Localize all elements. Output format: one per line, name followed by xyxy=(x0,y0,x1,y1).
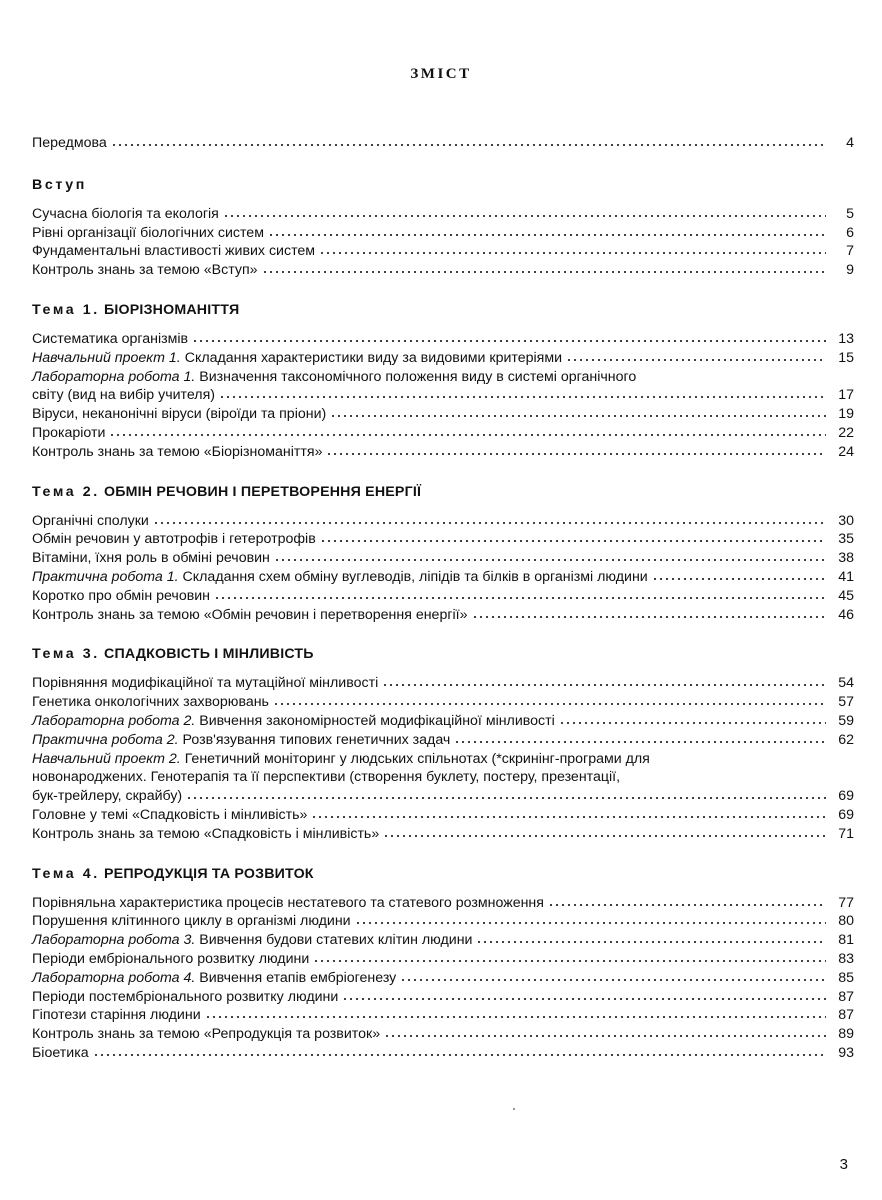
toc-entry[interactable] xyxy=(32,969,854,988)
dot-leader xyxy=(652,577,826,581)
entry-page: 22 xyxy=(838,424,854,441)
dot-leader xyxy=(111,143,826,147)
dot-leader xyxy=(566,358,826,362)
entry-page: 45 xyxy=(838,587,854,604)
toc-entry[interactable] xyxy=(32,712,854,731)
section-heading-topic-1 xyxy=(32,302,854,318)
entry-page: 57 xyxy=(838,694,854,711)
toc-entry[interactable] xyxy=(32,330,854,349)
entry-title: Вивчення будови статевих клітин людини xyxy=(199,932,473,949)
dot-leader xyxy=(342,997,826,1001)
entry-type-label: Лабораторна робота 3. xyxy=(32,932,196,949)
entry-page: 80 xyxy=(838,913,854,930)
entry-title: Періоди постембріонального розвитку людини xyxy=(32,988,339,1005)
entry-page: 41 xyxy=(838,568,854,585)
dot-leader xyxy=(472,615,827,619)
section-heading-title: ОБМІН РЕЧОВИН І ПЕРЕТВОРЕННЯ ЕНЕРГІЇ xyxy=(104,483,422,500)
toc-entry[interactable] xyxy=(32,1044,854,1063)
entry-title: Головне у темі «Спадковість і мінливість» xyxy=(32,806,308,823)
toc-entry[interactable] xyxy=(32,224,854,243)
entry-title: Контроль знань за темою «Обмін речовин і перетворення енергії» xyxy=(32,606,468,623)
entry-page: 87 xyxy=(838,988,854,1005)
entry-page: 62 xyxy=(838,731,854,748)
entry-page: 85 xyxy=(838,969,854,986)
entry-page: 69 xyxy=(838,788,854,805)
dot-leader xyxy=(214,596,826,600)
entry-title: Контроль знань за темою «Репродукція та розвиток» xyxy=(32,1026,381,1043)
entry-title: Періоди ембріонального розвитку людини xyxy=(32,950,310,967)
dot-leader xyxy=(548,903,826,907)
entry-page: 15 xyxy=(838,349,854,366)
page-title: ЗМІСТ xyxy=(410,66,472,82)
entry-page: 81 xyxy=(838,932,854,949)
section-heading-intro xyxy=(32,177,854,193)
toc-entry[interactable] xyxy=(32,443,854,462)
page-number: 3 xyxy=(839,1156,848,1173)
entry-page: 59 xyxy=(838,712,854,729)
dot-leader xyxy=(384,1034,826,1038)
entry-title: Порівняльна характеристика процесів нестатевого та статевого розмноження xyxy=(32,894,544,911)
toc-entry[interactable] xyxy=(32,1006,854,1025)
toc-entry[interactable] xyxy=(32,405,854,424)
entry-page: 71 xyxy=(838,825,854,842)
toc-entry[interactable] xyxy=(32,242,854,261)
toc-entry[interactable] xyxy=(32,750,854,806)
entry-title: Біоетика xyxy=(32,1044,89,1061)
entry-title: Генетичний моніторинг у людських спільнотах (*скринінг-програми для xyxy=(184,750,650,767)
toc-entry[interactable] xyxy=(32,988,854,1007)
entry-title: Контроль знань за темою «Вступ» xyxy=(32,262,258,279)
entry-title: Визначення таксономічного положення виду в системі органічного xyxy=(199,368,637,385)
section-heading-title: БІОРІЗНОМАНІТТЯ xyxy=(104,301,240,318)
dot-leader xyxy=(109,433,826,437)
dot-leader xyxy=(262,270,826,274)
section-heading-label: Тема 3. xyxy=(32,646,100,663)
section-heading-title: РЕПРОДУКЦІЯ ТА РОЗВИТОК xyxy=(104,865,314,882)
entry-page: 4 xyxy=(846,135,854,151)
entry-title: Порівняння модифікаційної та мутаційної мінливості xyxy=(32,675,379,692)
toc-entry[interactable] xyxy=(32,368,854,406)
toc-entry[interactable] xyxy=(32,931,854,950)
dot-leader xyxy=(383,834,826,838)
entry-title: Розв'язування типових генетичних задач xyxy=(182,731,451,748)
dot-leader xyxy=(205,1015,826,1019)
section-heading-title: СПАДКОВІСТЬ І МІНЛИВІСТЬ xyxy=(104,646,314,663)
entry-title: Вивчення закономірностей модифікаційної мінливості xyxy=(199,712,555,729)
dot-leader xyxy=(268,233,826,237)
dot-leader xyxy=(320,539,826,543)
toc-entry[interactable] xyxy=(32,261,854,280)
entry-title: Органічні сполуки xyxy=(32,512,149,529)
entry-title: Передмова xyxy=(32,135,107,151)
dot-leader xyxy=(313,959,826,963)
dot-leader xyxy=(454,740,826,744)
dot-leader xyxy=(382,683,826,687)
dot-leader xyxy=(400,978,826,982)
entry-title: Порушення клітинного циклу в організмі людини xyxy=(32,913,351,930)
dot-leader xyxy=(192,339,826,343)
entry-title: Фундаментальні властивості живих систем xyxy=(32,243,316,260)
toc-entry[interactable] xyxy=(32,731,854,750)
toc-entry[interactable] xyxy=(32,693,854,712)
table-of-contents xyxy=(32,124,854,1063)
dot-leader xyxy=(153,521,826,525)
toc-entry[interactable] xyxy=(32,512,854,531)
entry-title: Коротко про обмін речовин xyxy=(32,587,211,604)
toc-entry[interactable] xyxy=(32,825,854,844)
entry-page: 30 xyxy=(838,512,854,529)
entry-title: Сучасна біологія та екологія xyxy=(32,205,219,222)
entry-title: Вітаміни, їхня роль в обміні речовин xyxy=(32,550,270,567)
entry-page: 69 xyxy=(838,806,854,823)
entry-page: 46 xyxy=(838,606,854,623)
toc-entry[interactable] xyxy=(32,606,854,625)
entry-title: Контроль знань за темою «Біорізноманіття» xyxy=(32,443,323,460)
toc-entry[interactable] xyxy=(32,530,854,549)
entry-title: Гіпотези старіння людини xyxy=(32,1007,201,1024)
scan-speck xyxy=(513,1108,515,1110)
dot-leader xyxy=(311,815,826,819)
dot-leader xyxy=(186,796,826,800)
entry-page: 83 xyxy=(838,950,854,967)
entry-type-label: Лабораторна робота 1. xyxy=(32,368,196,385)
dot-leader xyxy=(274,558,826,562)
dot-leader xyxy=(93,1053,826,1057)
entry-page: 38 xyxy=(838,550,854,567)
toc-entry[interactable] xyxy=(32,424,854,443)
toc-entry-preface[interactable] xyxy=(32,134,854,153)
dot-leader xyxy=(219,395,826,399)
toc-entry[interactable] xyxy=(32,205,854,224)
dot-leader xyxy=(559,721,826,725)
entry-page: 93 xyxy=(838,1044,854,1061)
entry-title: Контроль знань за темою «Спадковість і мінливість» xyxy=(32,825,380,842)
section-heading-label: Тема 2. xyxy=(32,483,100,500)
entry-title: Складання схем обміну вуглеводів, ліпідів та білків в організмі людини xyxy=(182,568,648,585)
toc-entry[interactable] xyxy=(32,912,854,931)
entry-title: Складання характеристики виду за видовими критеріями xyxy=(184,349,563,366)
dot-leader xyxy=(330,414,826,418)
toc-entry[interactable] xyxy=(32,950,854,969)
section-heading-topic-4 xyxy=(32,866,854,882)
dot-leader xyxy=(355,921,826,925)
entry-page: 19 xyxy=(838,406,854,423)
entry-title-continued: бук-трейлеру, скрайбу) xyxy=(32,788,183,805)
dot-leader xyxy=(223,214,826,218)
dot-leader xyxy=(273,702,826,706)
section-heading-label: Вступ xyxy=(32,176,87,193)
entry-page: 6 xyxy=(846,224,854,241)
entry-page: 7 xyxy=(846,243,854,260)
section-heading-label: Тема 4. xyxy=(32,865,100,882)
entry-title: Обмін речовин у автотрофів і гетеротрофів xyxy=(32,531,316,548)
toc-entry[interactable] xyxy=(32,568,854,587)
toc-entry[interactable] xyxy=(32,587,854,606)
entry-title: Віруси, неканонічні віруси (віроїди та пріони) xyxy=(32,406,327,423)
toc-entry[interactable] xyxy=(32,806,854,825)
entry-title: Систематика організмів xyxy=(32,330,189,347)
entry-title: Рівні організації біологічних систем xyxy=(32,224,264,241)
toc-entry[interactable] xyxy=(32,894,854,913)
dot-leader xyxy=(326,452,826,456)
section-heading-topic-3 xyxy=(32,646,854,662)
entry-page: 77 xyxy=(838,894,854,911)
entry-page: 9 xyxy=(846,262,854,279)
entry-type-label: Лабораторна робота 2. xyxy=(32,712,196,729)
entry-type-label: Практична робота 1. xyxy=(32,568,179,585)
entry-title: Вивчення етапів ембріогенезу xyxy=(199,969,397,986)
entry-title: Генетика онкологічних захворювань xyxy=(32,694,269,711)
section-heading-label: Тема 1. xyxy=(32,301,100,318)
entry-page: 54 xyxy=(838,675,854,692)
entry-page: 35 xyxy=(838,531,854,548)
entry-title-continued: новонароджених. Генотерапія та її перспективи (створення буклету, постеру, презентації, xyxy=(32,769,621,786)
entry-page: 24 xyxy=(838,443,854,460)
toc-entry[interactable] xyxy=(32,1025,854,1044)
entry-page: 17 xyxy=(838,387,854,404)
entry-type-label: Практична робота 2. xyxy=(32,731,179,748)
entry-page: 87 xyxy=(838,1007,854,1024)
entry-type-label: Лабораторна робота 4. xyxy=(32,969,196,986)
section-heading-topic-2 xyxy=(32,484,854,500)
dot-leader xyxy=(476,940,826,944)
toc-entry[interactable] xyxy=(32,349,854,368)
entry-page: 13 xyxy=(838,330,854,347)
entry-page: 89 xyxy=(838,1026,854,1043)
dot-leader xyxy=(319,251,826,255)
entry-page: 5 xyxy=(846,205,854,222)
toc-entry[interactable] xyxy=(32,674,854,693)
entry-title: Прокаріоти xyxy=(32,424,106,441)
entry-type-label: Навчальний проект 2. xyxy=(32,750,181,767)
toc-entry[interactable] xyxy=(32,549,854,568)
entry-title-continued: світу (вид на вибір учителя) xyxy=(32,387,215,404)
entry-type-label: Навчальний проект 1. xyxy=(32,349,181,366)
